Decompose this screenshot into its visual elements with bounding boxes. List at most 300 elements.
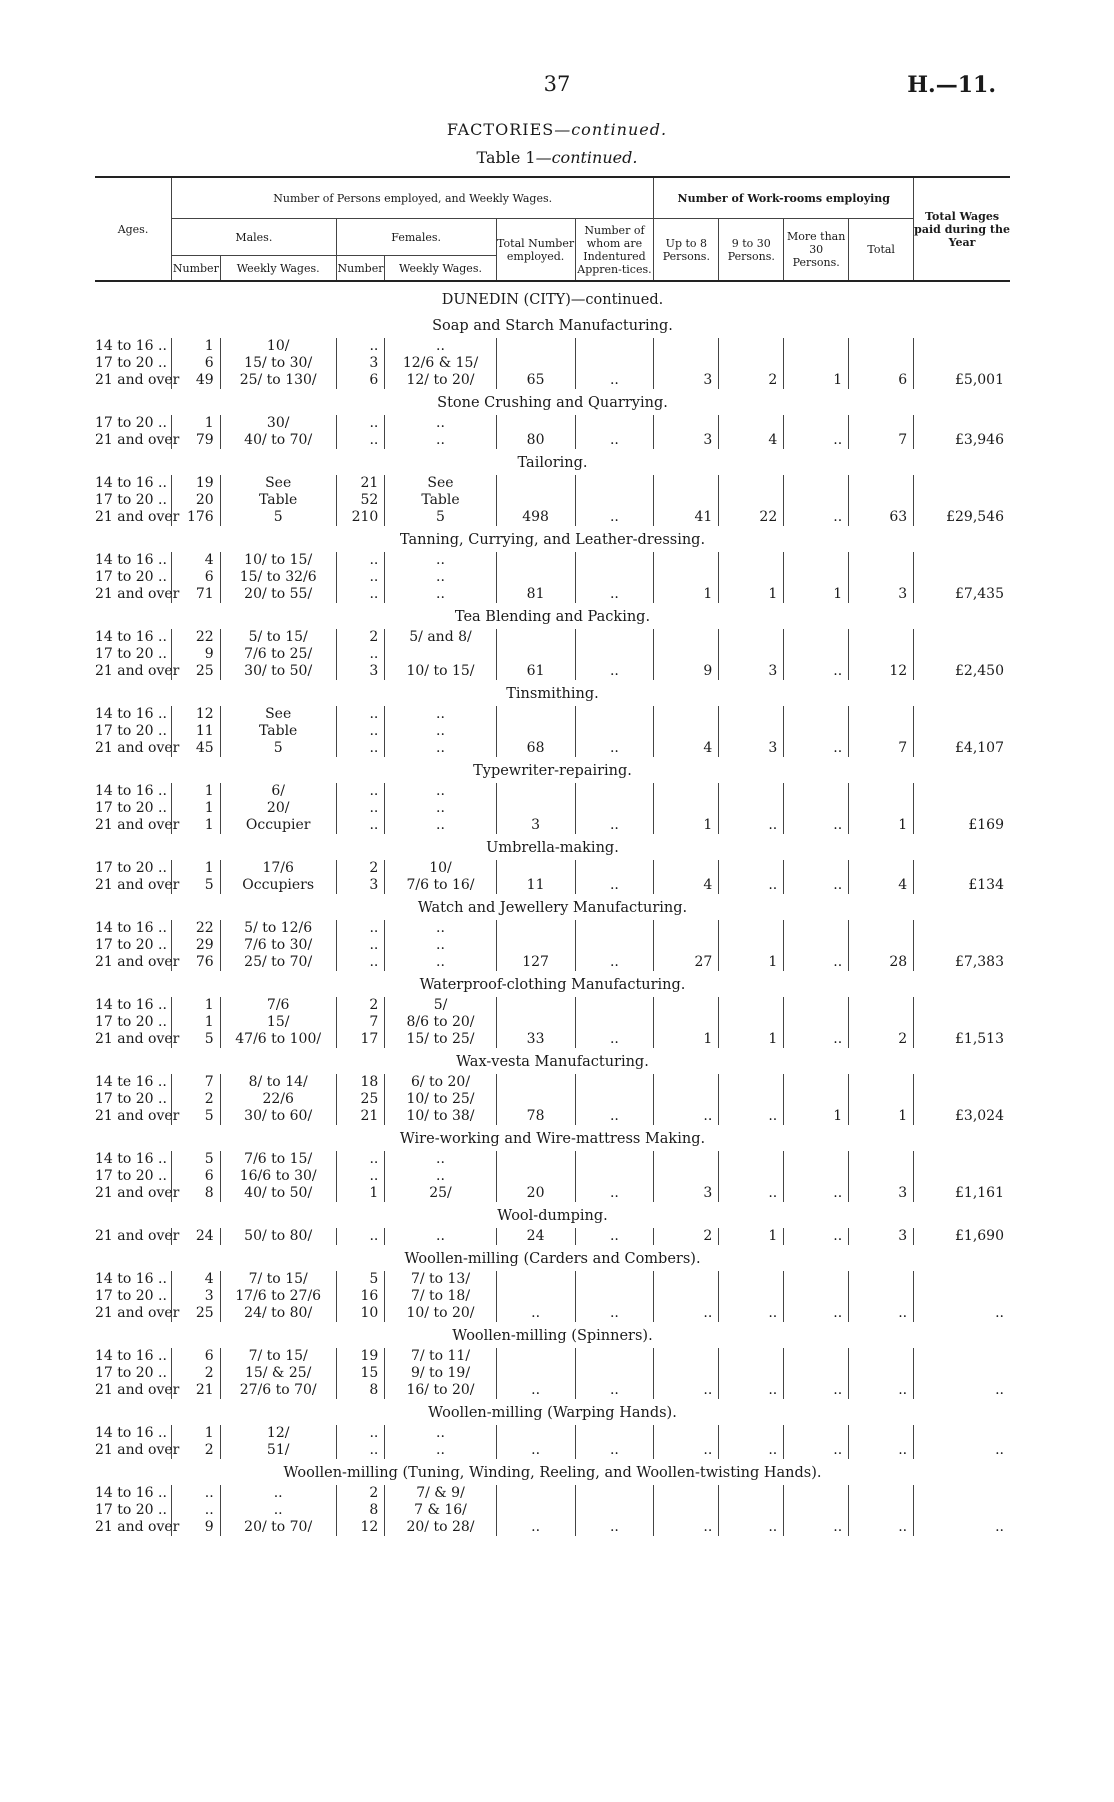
total-employed-cell: 20 <box>496 1151 575 1202</box>
male-number-cell: 9 <box>172 1519 221 1536</box>
male-wages-cell: 15/ to 32/6 <box>220 569 336 586</box>
female-wages-cell: .. <box>385 586 496 603</box>
age-cell: 17 to 20 .. <box>95 723 172 740</box>
total-wages-cell: £29,546 <box>946 509 1004 525</box>
section-heading: Woollen-milling (Tuning, Winding, Reeling, and Woollen-twisting Hands). <box>283 1465 822 1481</box>
nine-to-30-cell: 22 <box>719 475 784 526</box>
total-employed-cell: .. <box>496 1271 575 1322</box>
nine-to-30-cell: .. <box>719 1425 784 1459</box>
female-wages-cell: .. <box>385 415 496 432</box>
male-number-cell: 4 <box>172 552 221 569</box>
age-cell: 21 and over <box>95 740 180 756</box>
apprentices-cell: .. <box>575 1074 654 1125</box>
workroom-total-cell: 6 <box>849 338 914 389</box>
table-row <box>95 1151 1010 1168</box>
male-number-cell: 22 <box>172 629 221 646</box>
table-subtitle <box>0 148 1114 167</box>
female-wages-cell: .. <box>385 920 496 937</box>
col-total-employed: Total Number employed. <box>496 219 575 282</box>
male-wages-cell: Table <box>220 492 336 509</box>
section-heading-row <box>95 1125 1010 1151</box>
male-wages-cell: 8/ to 14/ <box>220 1074 336 1091</box>
female-wages-cell: .. <box>385 338 496 355</box>
male-number-cell: 76 <box>172 954 221 971</box>
female-number-cell: .. <box>336 954 385 971</box>
table-row <box>95 706 1010 723</box>
nine-to-30-cell: .. <box>719 860 784 894</box>
col-workroom-total: Total <box>849 219 914 282</box>
male-number-cell: 1 <box>172 1425 221 1442</box>
female-wages-cell: .. <box>385 1151 496 1168</box>
age-cell: 21 and over <box>95 663 180 679</box>
female-wages-cell: .. <box>385 1168 496 1185</box>
section-heading-row <box>95 680 1010 706</box>
section-heading-row <box>95 757 1010 783</box>
section-heading: Wax-vesta Manufacturing. <box>456 1054 649 1070</box>
document-reference: H.—11. <box>907 72 996 98</box>
apprentices-cell: .. <box>575 1271 654 1322</box>
age-cell: 21 and over <box>95 1031 180 1047</box>
female-number-cell: 10 <box>336 1305 385 1322</box>
male-number-cell: 7 <box>172 1074 221 1091</box>
female-number-cell: .. <box>336 937 385 954</box>
male-wages-cell: 17/6 to 27/6 <box>220 1288 336 1305</box>
more-than-30-cell: .. <box>784 1151 849 1202</box>
age-cell: 17 to 20 .. <box>95 937 172 954</box>
male-wages-cell: Table <box>220 723 336 740</box>
section-heading: Tea Blending and Packing. <box>454 609 651 625</box>
age-cell: 14 to 16 .. <box>95 783 172 800</box>
female-number-cell: .. <box>336 1425 385 1442</box>
total-wages-cell: £2,450 <box>955 663 1004 679</box>
female-number-cell: 1 <box>336 1185 385 1202</box>
male-wages-cell: 15/ & 25/ <box>220 1365 336 1382</box>
table-body <box>95 281 1010 1536</box>
age-cell: 21 and over <box>95 1185 180 1201</box>
male-wages-cell: 47/6 to 100/ <box>220 1031 336 1048</box>
total-employed-cell: 127 <box>496 920 575 971</box>
male-number-cell: 176 <box>172 509 221 526</box>
male-number-cell: 2 <box>172 1365 221 1382</box>
female-wages-cell: .. <box>385 740 496 757</box>
col-apprentices: Number of whom are Indentured Appren-tices. <box>575 219 654 282</box>
workroom-total-cell: 2 <box>849 997 914 1048</box>
up-to-8-cell: 2 <box>654 1228 719 1245</box>
age-cell: 14 to 16 .. <box>95 997 172 1014</box>
subtitle-text: Table 1 <box>476 148 536 167</box>
male-number-cell: 1 <box>172 860 221 877</box>
table-row <box>95 415 1010 432</box>
more-than-30-cell: .. <box>784 706 849 757</box>
col-more-than-30: More than 30 Persons. <box>784 219 849 282</box>
female-number-cell: 3 <box>336 877 385 894</box>
male-wages-cell: 30/ to 50/ <box>220 663 336 680</box>
total-wages-cell: .. <box>995 1442 1004 1458</box>
nine-to-30-cell: 4 <box>719 415 784 449</box>
table-row <box>95 1485 1010 1502</box>
age-cell: 17 to 20 .. <box>95 1168 172 1185</box>
section-heading: Soap and Starch Manufacturing. <box>432 318 673 334</box>
male-number-cell: 4 <box>172 1271 221 1288</box>
male-wages-cell: 7/6 to 15/ <box>220 1151 336 1168</box>
workroom-total-cell: 12 <box>849 629 914 680</box>
apprentices-cell: .. <box>575 552 654 603</box>
female-number-cell: 3 <box>336 663 385 680</box>
male-number-cell: 5 <box>172 1108 221 1125</box>
male-number-cell: .. <box>172 1485 221 1502</box>
age-cell: 14 to 16 .. <box>95 1348 172 1365</box>
male-number-cell: 6 <box>172 569 221 586</box>
age-cell: 21 and over <box>95 509 180 525</box>
section-heading: Woollen-milling (Warping Hands). <box>428 1405 677 1421</box>
apprentices-cell: .. <box>575 338 654 389</box>
female-wages-cell: 7 & 16/ <box>385 1502 496 1519</box>
male-number-cell: 2 <box>172 1091 221 1108</box>
col-female-wages: Weekly Wages. <box>385 256 496 282</box>
more-than-30-cell: .. <box>784 1271 849 1322</box>
female-number-cell: 2 <box>336 1485 385 1502</box>
total-wages-cell: £4,107 <box>955 740 1004 756</box>
nine-to-30-cell: .. <box>719 1485 784 1536</box>
female-wages-cell: 10/ <box>385 860 496 877</box>
total-employed-cell: 68 <box>496 706 575 757</box>
apprentices-cell: .. <box>575 920 654 971</box>
male-wages-cell: 15/ <box>220 1014 336 1031</box>
male-wages-cell: 5 <box>220 740 336 757</box>
workroom-total-cell: 3 <box>849 552 914 603</box>
female-wages-cell: 10/ to 38/ <box>385 1108 496 1125</box>
age-cell: 17 to 20 .. <box>95 569 172 586</box>
age-cell: 17 to 20 .. <box>95 860 172 877</box>
section-heading: Wool-dumping. <box>497 1208 608 1224</box>
nine-to-30-cell: 3 <box>719 629 784 680</box>
section-heading: Tanning, Currying, and Leather-dressing. <box>399 532 706 548</box>
age-cell: 17 to 20 .. <box>95 1014 172 1031</box>
section-heading: Tailoring. <box>517 455 588 471</box>
nine-to-30-cell: .. <box>719 1151 784 1202</box>
nine-to-30-cell: 3 <box>719 706 784 757</box>
title-continued: —continued. <box>554 120 668 139</box>
female-number-cell: .. <box>336 1228 385 1245</box>
section-heading-row <box>95 1048 1010 1074</box>
age-cell: 17 to 20 .. <box>95 646 172 663</box>
more-than-30-cell: 1 <box>784 552 849 603</box>
apprentices-cell: .. <box>575 860 654 894</box>
female-number-cell: 25 <box>336 1091 385 1108</box>
table-row <box>95 475 1010 492</box>
female-number-cell: 2 <box>336 860 385 877</box>
age-cell: 21 and over <box>95 586 180 602</box>
up-to-8-cell: 4 <box>654 706 719 757</box>
section-heading-row <box>95 971 1010 997</box>
up-to-8-cell: .. <box>654 1074 719 1125</box>
section-heading: Wire-working and Wire-mattress Making. <box>399 1131 706 1147</box>
female-wages-cell: .. <box>385 783 496 800</box>
section-heading-row <box>95 449 1010 475</box>
female-wages-cell: 10/ to 25/ <box>385 1091 496 1108</box>
male-wages-cell: 50/ to 80/ <box>220 1228 336 1245</box>
workroom-total-cell: .. <box>849 1271 914 1322</box>
apprentices-cell: .. <box>575 1485 654 1536</box>
nine-to-30-cell: 1 <box>719 920 784 971</box>
total-wages-cell: £7,435 <box>955 586 1004 602</box>
male-wages-cell: 30/ <box>220 415 336 432</box>
workroom-total-cell: 7 <box>849 415 914 449</box>
col-workrooms-group: Number of Work-rooms employing <box>654 177 914 219</box>
up-to-8-cell: 1 <box>654 552 719 603</box>
male-wages-cell: 40/ to 50/ <box>220 1185 336 1202</box>
total-wages-cell: £3,024 <box>955 1108 1004 1124</box>
title-text: FACTORIES <box>446 120 555 139</box>
male-wages-cell: 10/ to 15/ <box>220 552 336 569</box>
male-number-cell: .. <box>172 1502 221 1519</box>
female-number-cell: .. <box>336 338 385 355</box>
female-wages-cell: 7/6 to 16/ <box>385 877 496 894</box>
more-than-30-cell: 1 <box>784 338 849 389</box>
male-number-cell: 24 <box>172 1228 221 1245</box>
female-number-cell: 21 <box>336 1108 385 1125</box>
female-wages-cell: Table <box>385 492 496 509</box>
female-wages-cell: 15/ to 25/ <box>385 1031 496 1048</box>
section-heading: Woollen-milling (Carders and Combers). <box>404 1251 701 1267</box>
nine-to-30-cell: .. <box>719 783 784 834</box>
male-number-cell: 1 <box>172 997 221 1014</box>
age-cell: 17 to 20 .. <box>95 492 172 509</box>
factories-table <box>95 176 1010 1536</box>
female-wages-cell: .. <box>385 569 496 586</box>
male-wages-cell: See <box>220 706 336 723</box>
female-wages-cell: .. <box>385 1442 496 1459</box>
section-heading-row <box>95 603 1010 629</box>
total-employed-cell: 78 <box>496 1074 575 1125</box>
male-number-cell: 29 <box>172 937 221 954</box>
female-wages-cell: 7/ to 18/ <box>385 1288 496 1305</box>
male-number-cell: 45 <box>172 740 221 757</box>
up-to-8-cell: 27 <box>654 920 719 971</box>
total-wages-cell: £5,001 <box>955 372 1004 388</box>
male-number-cell: 5 <box>172 1151 221 1168</box>
male-wages-cell: 7/ to 15/ <box>220 1348 336 1365</box>
male-wages-cell: 25/ to 130/ <box>220 372 336 389</box>
female-number-cell: 16 <box>336 1288 385 1305</box>
male-wages-cell: 30/ to 60/ <box>220 1108 336 1125</box>
male-number-cell: 25 <box>172 1305 221 1322</box>
up-to-8-cell: 41 <box>654 475 719 526</box>
table-row <box>95 997 1010 1014</box>
more-than-30-cell: .. <box>784 997 849 1048</box>
male-wages-cell: 20/ <box>220 800 336 817</box>
age-cell: 21 and over <box>95 1519 180 1535</box>
apprentices-cell: .. <box>575 1425 654 1459</box>
age-cell: 14 to 16 .. <box>95 552 172 569</box>
female-wages-cell: .. <box>385 817 496 834</box>
female-number-cell: 8 <box>336 1382 385 1399</box>
workroom-total-cell: 4 <box>849 860 914 894</box>
female-wages-cell: 5/ and 8/ <box>385 629 496 646</box>
section-heading: Umbrella-making. <box>486 840 619 856</box>
table-row <box>95 860 1010 877</box>
female-number-cell: .. <box>336 552 385 569</box>
male-wages-cell: 16/6 to 30/ <box>220 1168 336 1185</box>
section-heading-row <box>95 1322 1010 1348</box>
female-number-cell: .. <box>336 586 385 603</box>
age-cell: 21 and over <box>95 1228 180 1244</box>
page-title <box>0 120 1114 139</box>
female-wages-cell: 5/ <box>385 997 496 1014</box>
age-cell: 17 to 20 .. <box>95 415 172 432</box>
section-heading-row <box>95 526 1010 552</box>
age-cell: 14 to 16 .. <box>95 706 172 723</box>
male-wages-cell: 7/6 to 25/ <box>220 646 336 663</box>
female-number-cell: .. <box>336 920 385 937</box>
total-employed-cell: 3 <box>496 783 575 834</box>
total-wages-cell: .. <box>995 1382 1004 1398</box>
age-cell: 21 and over <box>95 877 180 893</box>
city-heading: DUNEDIN (CITY)—continued. <box>441 292 664 308</box>
female-wages-cell: .. <box>385 432 496 449</box>
total-employed-cell: 61 <box>496 629 575 680</box>
up-to-8-cell: .. <box>654 1348 719 1399</box>
total-wages-cell: £7,383 <box>955 954 1004 970</box>
age-cell: 17 to 20 .. <box>95 800 172 817</box>
col-males: Males. <box>172 219 337 256</box>
age-cell: 14 to 16 .. <box>95 1425 172 1442</box>
male-wages-cell: 51/ <box>220 1442 336 1459</box>
female-wages-cell: 6/ to 20/ <box>385 1074 496 1091</box>
male-wages-cell: 15/ to 30/ <box>220 355 336 372</box>
section-heading-row <box>95 1202 1010 1228</box>
up-to-8-cell: 4 <box>654 860 719 894</box>
male-number-cell: 19 <box>172 475 221 492</box>
col-up-to-8: Up to 8 Persons. <box>654 219 719 282</box>
section-heading: Waterproof-clothing Manufacturing. <box>419 977 686 993</box>
male-wages-cell: .. <box>220 1485 336 1502</box>
age-cell: 14 to 16 .. <box>95 920 172 937</box>
female-number-cell: .. <box>336 646 385 663</box>
section-heading-row <box>95 1245 1010 1271</box>
female-number-cell: .. <box>336 817 385 834</box>
section-heading-row <box>95 834 1010 860</box>
workroom-total-cell: 63 <box>849 475 914 526</box>
col-male-wages: Weekly Wages. <box>220 256 336 282</box>
total-wages-cell: .. <box>995 1519 1004 1535</box>
female-wages-cell: .. <box>385 723 496 740</box>
male-number-cell: 1 <box>172 783 221 800</box>
female-wages-cell: 9/ to 19/ <box>385 1365 496 1382</box>
age-cell: 21 and over <box>95 1382 180 1398</box>
total-employed-cell: 81 <box>496 552 575 603</box>
female-number-cell: .. <box>336 1442 385 1459</box>
up-to-8-cell: .. <box>654 1425 719 1459</box>
more-than-30-cell: .. <box>784 920 849 971</box>
age-cell: 17 to 20 .. <box>95 355 172 372</box>
subtitle-continued: —continued. <box>535 148 638 167</box>
apprentices-cell: .. <box>575 706 654 757</box>
workroom-total-cell: 3 <box>849 1228 914 1245</box>
total-wages-cell: £1,690 <box>955 1228 1004 1244</box>
age-cell: 21 and over <box>95 1108 180 1124</box>
table-row <box>95 1074 1010 1091</box>
more-than-30-cell: .. <box>784 415 849 449</box>
col-persons-group: Number of Persons employed, and Weekly Wages. <box>172 177 654 219</box>
table-row <box>95 629 1010 646</box>
age-cell: 17 to 20 .. <box>95 1365 172 1382</box>
section-heading: Stone Crushing and Quarrying. <box>437 395 668 411</box>
apprentices-cell: .. <box>575 1348 654 1399</box>
male-wages-cell: Occupier <box>220 817 336 834</box>
workroom-total-cell: .. <box>849 1425 914 1459</box>
table-row <box>95 1271 1010 1288</box>
age-cell: 21 and over <box>95 432 180 448</box>
total-wages-cell: £3,946 <box>955 432 1004 448</box>
male-number-cell: 8 <box>172 1185 221 1202</box>
male-number-cell: 21 <box>172 1382 221 1399</box>
apprentices-cell: .. <box>575 475 654 526</box>
female-wages-cell: .. <box>385 552 496 569</box>
female-wages-cell: .. <box>385 1228 496 1245</box>
age-cell: 14 to 16 .. <box>95 338 172 355</box>
apprentices-cell: .. <box>575 1151 654 1202</box>
total-employed-cell: .. <box>496 1425 575 1459</box>
age-cell: 14 to 16 .. <box>95 1151 172 1168</box>
table-row <box>95 1348 1010 1365</box>
total-employed-cell: 65 <box>496 338 575 389</box>
up-to-8-cell: 3 <box>654 338 719 389</box>
apprentices-cell: .. <box>575 997 654 1048</box>
female-wages-cell: .. <box>385 706 496 723</box>
up-to-8-cell: 1 <box>654 783 719 834</box>
female-wages-cell: 5 <box>385 509 496 526</box>
male-number-cell: 6 <box>172 1348 221 1365</box>
male-number-cell: 79 <box>172 432 221 449</box>
up-to-8-cell: .. <box>654 1485 719 1536</box>
more-than-30-cell: .. <box>784 475 849 526</box>
female-number-cell: 5 <box>336 1271 385 1288</box>
more-than-30-cell: .. <box>784 783 849 834</box>
female-number-cell: 3 <box>336 355 385 372</box>
female-number-cell: .. <box>336 800 385 817</box>
apprentices-cell: .. <box>575 629 654 680</box>
female-wages-cell: .. <box>385 1425 496 1442</box>
age-cell: 21 and over <box>95 954 180 970</box>
male-wages-cell: 27/6 to 70/ <box>220 1382 336 1399</box>
female-number-cell: 12 <box>336 1519 385 1536</box>
male-number-cell: 1 <box>172 415 221 432</box>
male-wages-cell: 12/ <box>220 1425 336 1442</box>
female-number-cell: .. <box>336 723 385 740</box>
male-wages-cell: 5/ to 12/6 <box>220 920 336 937</box>
female-wages-cell: 7/ to 11/ <box>385 1348 496 1365</box>
male-number-cell: 12 <box>172 706 221 723</box>
col-female-number: Number <box>336 256 385 282</box>
workroom-total-cell: 7 <box>849 706 914 757</box>
more-than-30-cell: .. <box>784 629 849 680</box>
male-number-cell: 6 <box>172 355 221 372</box>
male-wages-cell: See <box>220 475 336 492</box>
female-wages-cell: 7/ & 9/ <box>385 1485 496 1502</box>
male-number-cell: 9 <box>172 646 221 663</box>
male-wages-cell: 5/ to 15/ <box>220 629 336 646</box>
apprentices-cell: .. <box>575 783 654 834</box>
total-wages-cell: £169 <box>968 817 1004 833</box>
age-cell: 14 to 16 .. <box>95 1271 172 1288</box>
total-employed-cell: 11 <box>496 860 575 894</box>
male-wages-cell: 20/ to 70/ <box>220 1519 336 1536</box>
section-heading-row <box>95 312 1010 338</box>
nine-to-30-cell: 1 <box>719 1228 784 1245</box>
total-wages-cell: £1,513 <box>955 1031 1004 1047</box>
female-number-cell: .. <box>336 1168 385 1185</box>
